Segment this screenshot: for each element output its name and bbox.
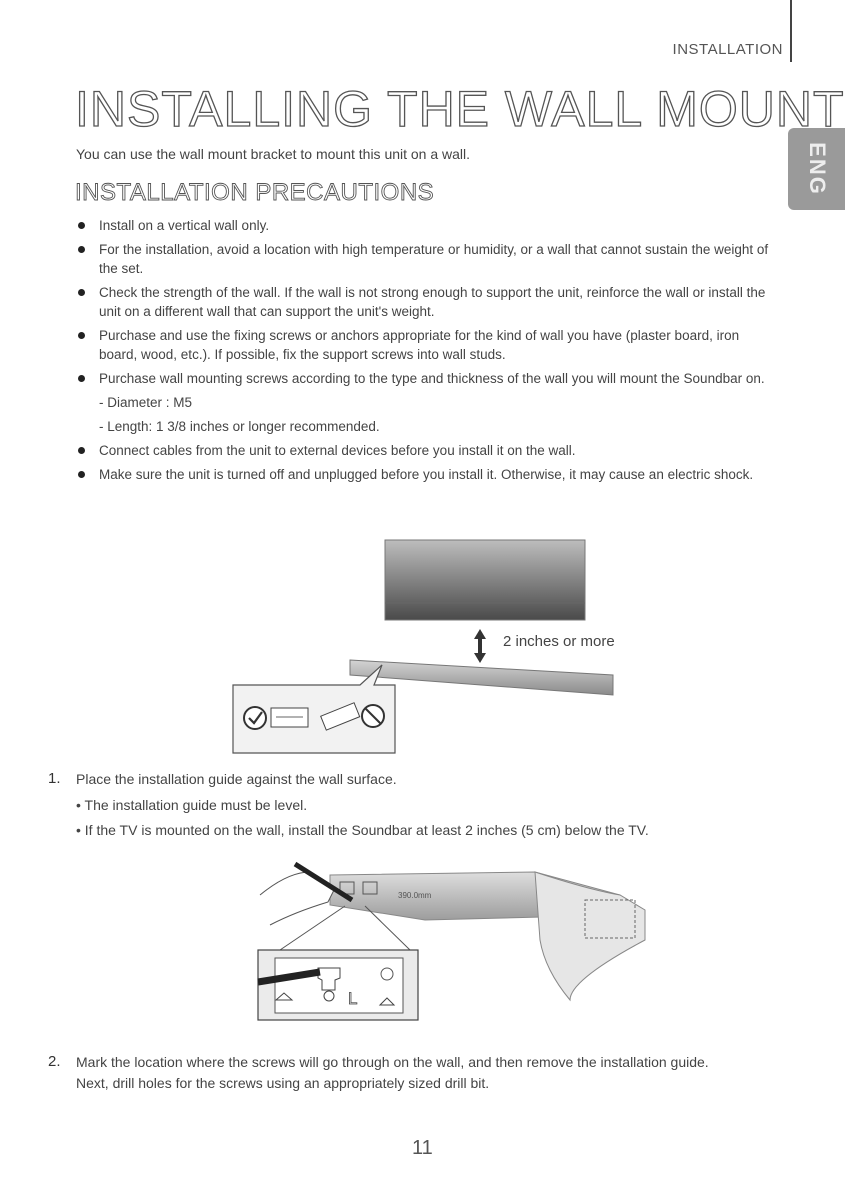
installation-guide-illustration — [240, 850, 660, 1035]
bullet-icon — [78, 332, 85, 339]
list-item: Purchase and use the fixing screws or anchors appropriate for the kind of wall you have (plaster board, iron board, wood, etc.). If possible, fix the support screws into wall studs. — [76, 326, 776, 364]
screw-diameter-spec: - Diameter : M5 — [99, 395, 193, 410]
step-1-note-level: • The installation guide must be level. — [76, 797, 308, 813]
step-1-text: Place the installation guide against the wall surface. — [76, 771, 397, 787]
guide-measure-label: 390.0mm — [398, 891, 432, 900]
screw-length-spec: - Length: 1 3/8 inches or longer recommended. — [99, 419, 380, 434]
header-divider — [790, 0, 792, 62]
bullet-icon — [78, 222, 85, 229]
clearance-label: 2 inches or more — [503, 633, 615, 650]
tv-clearance-illustration — [225, 535, 625, 760]
step-2-text: Mark the location where the screws will go through on the wall, and then remove the installation guide. — [76, 1054, 709, 1070]
check-icon — [244, 707, 266, 729]
list-item: Make sure the unit is turned off and unplugged before you install it. Otherwise, it may cause an electric shock. — [76, 465, 776, 484]
bullet-icon — [78, 246, 85, 253]
bullet-icon — [78, 447, 85, 454]
double-arrow-icon — [474, 629, 486, 663]
bullet-icon — [78, 289, 85, 296]
section-label: INSTALLATION — [672, 41, 783, 58]
intro-text: You can use the wall mount bracket to mount this unit on a wall. — [76, 146, 471, 162]
bullet-icon — [78, 375, 85, 382]
bullet-icon — [78, 471, 85, 478]
language-tab — [788, 128, 845, 210]
page-title: INSTALLING THE WALL MOUNT — [75, 81, 845, 137]
list-item: Purchase wall mounting screws according to the type and thickness of the wall you will mount the Soundbar on. - Diameter : M5 - Length: 1 3/8 inches or longer recommended. — [76, 369, 776, 436]
step-2-number: 2. — [48, 1053, 61, 1070]
language-tab-label: ENG — [804, 142, 830, 196]
list-item: For the installation, avoid a location with high temperature or humidity, or a wall that cannot sustain the weight of the set. — [76, 240, 776, 278]
step-1-number: 1. — [48, 770, 61, 787]
precautions-list — [76, 216, 776, 489]
prohibited-icon — [362, 705, 384, 727]
precautions-title: INSTALLATION PRECAUTIONS — [75, 179, 435, 206]
step-1-note-tv: • If the TV is mounted on the wall, install the Soundbar at least 2 inches (5 cm) below the TV. — [76, 822, 649, 838]
list-item: Install on a vertical wall only. — [76, 216, 776, 235]
page-number: 11 — [412, 1137, 433, 1159]
tv-shape — [385, 540, 585, 620]
list-item: Connect cables from the unit to external devices before you install it on the wall. — [76, 441, 776, 460]
list-item: Check the strength of the wall. If the wall is not strong enough to support the unit, reinforce the wall or install the unit on a different wall that can support the unit's weight. — [76, 283, 776, 321]
step-2-text-continued: Next, drill holes for the screws using an appropriately sized drill bit. — [76, 1075, 490, 1091]
guide-sheet-curl — [535, 872, 645, 1000]
guide-letter: L — [348, 989, 358, 1008]
